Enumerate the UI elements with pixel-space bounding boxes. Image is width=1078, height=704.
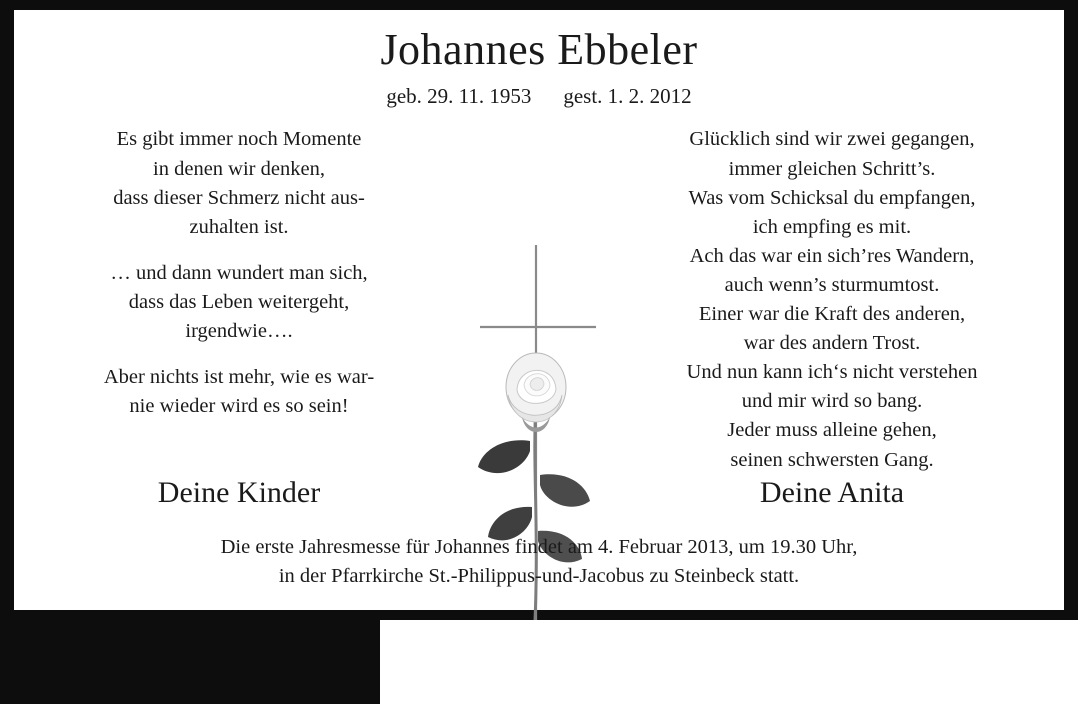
left-verse-column — [44, 125, 434, 421]
right-verse-column — [622, 125, 1042, 474]
bottom-white-area — [380, 620, 1078, 704]
verse-line: auch wenn’s sturmumtost. — [724, 273, 940, 296]
verse-line: … und dann wundert man sich, — [110, 261, 368, 284]
verse-line: Einer war die Kraft des anderen, — [698, 303, 966, 326]
verse-line: war des andern Trost. — [743, 332, 921, 355]
obituary-paper — [14, 10, 1064, 610]
verse-line: und mir wird so bang. — [741, 390, 923, 413]
verse-stanza — [44, 259, 434, 346]
verse-stanza — [44, 363, 434, 421]
verse-line: Glücklich sind wir zwei gegangen, — [689, 128, 975, 151]
white-rose-icon — [506, 353, 566, 432]
verse-line: Ach das war ein sich’res Wandern, — [689, 244, 975, 267]
life-dates — [14, 84, 1064, 109]
verse-line: dass das Leben weitergeht, — [128, 290, 350, 313]
verse-line: zuhalten ist. — [189, 215, 289, 238]
verse-stanza — [622, 125, 1042, 474]
verse-line: Es gibt immer noch Momente — [116, 128, 362, 151]
verse-stanza — [44, 125, 434, 241]
deceased-name: Johannes Ebbeler — [380, 25, 698, 74]
verse-line: in denen wir denken, — [153, 157, 325, 180]
signature-spouse: Deine Anita — [759, 476, 905, 510]
verse-line: Aber nichts ist mehr, wie es war- — [103, 366, 375, 389]
verse-line: Was vom Schicksal du empfangen, — [688, 186, 976, 209]
footer-line: Die erste Jahresmesse für Johannes findet am 4. Februar 2013, um 19.30 Uhr, — [220, 535, 858, 558]
bottom-black-bar — [0, 620, 380, 704]
birth-date: geb. 29. 11. 1953 — [386, 84, 532, 109]
verse-line: nie wieder wird es so sein! — [129, 395, 349, 418]
verse-line: Jeder muss alleine gehen, — [727, 419, 937, 442]
verse-line: Und nun kann ich‘s nicht verstehen — [686, 361, 978, 384]
verse-line: irgendwie…. — [185, 320, 293, 343]
verse-line: seinen schwersten Gang. — [730, 448, 934, 471]
verse-line: ich empfing es mit. — [752, 215, 912, 238]
death-date: gest. 1. 2. 2012 — [563, 84, 692, 109]
signature-children: Deine Kinder — [157, 476, 321, 510]
footer-line: in der Pfarrkirche St.-Philippus-und-Jacobus zu Steinbeck statt. — [278, 565, 800, 588]
verse-line: dass dieser Schmerz nicht aus- — [113, 186, 365, 209]
verse-line: immer gleichen Schritt’s. — [728, 157, 936, 180]
verse-columns — [14, 125, 1064, 515]
memorial-service-note — [14, 533, 1064, 592]
